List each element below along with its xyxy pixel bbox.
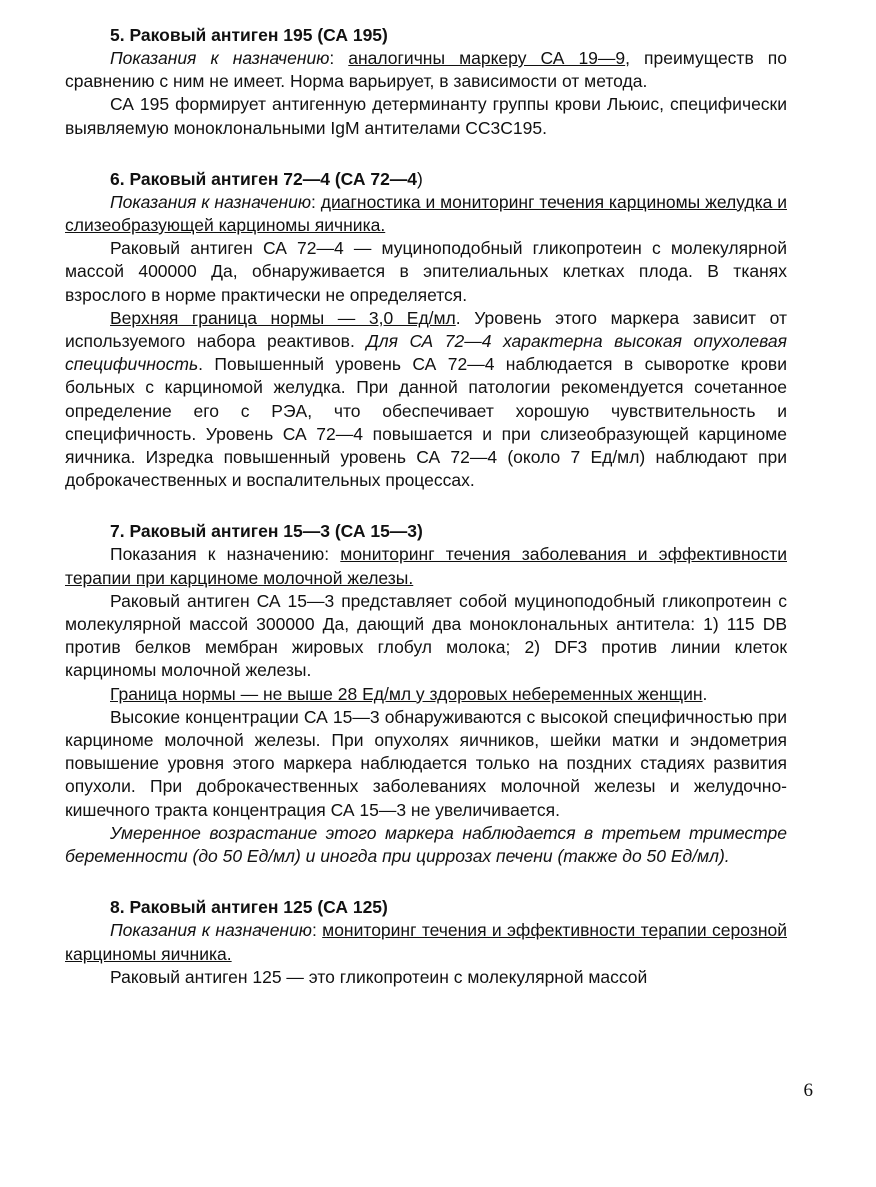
indications-value: аналогичны маркеру СА 19—9: [348, 48, 626, 68]
section-heading: 5. Раковый антиген 195 (СА 195): [110, 25, 388, 45]
page-number: 6: [803, 1080, 813, 1101]
section-heading: 7. Раковый антиген 15—3 (СА 15—3): [110, 521, 423, 542]
body-paragraph: Высокие концентрации СА 15—3 обнаруживаются с высокой специфичностью при карциноме молочной железы. При опухолях яичников, шейки матки и эндометрия повышение уровня этого маркера наблюдается только на поздних стадиях развития опухоли. При доброкачественных заболеваниях молочной железы и желудочно-кишечного тракта концентрация СА 15—3 не увеличивается.: [65, 706, 787, 820]
indications-value: мониторинг течения и эффективности терапии серозной карциномы яичника.: [65, 920, 787, 964]
indications-label: Показания к назначению: [110, 48, 330, 68]
indications-label: Показания к назначению: [110, 920, 312, 941]
section-ca15-3: [65, 520, 787, 868]
indications-value: мониторинг течения заболевания и эффективности терапии при карциноме молочной железы.: [65, 544, 787, 588]
indications-value: диагностика и мониторинг течения карциномы желудка и слизеобразующей карциномы яичника.: [65, 191, 787, 236]
specificity-note: Для СА 72—4 характерна высокая опухолевая специфичность: [65, 331, 787, 375]
section-ca195: [65, 24, 787, 140]
section-ca125: [65, 896, 787, 989]
norm-paragraph: Верхняя граница нормы — 3,0 Ед/мл. Уровень этого маркера зависит от используемого набора реактивов. Для СА 72—4 характерна высокая опухолевая специфичность. Повышенный уровень СА 72—4 наблюдается в сыворотке крови больных с карциномой желудка. При данной патологии рекомендуется сочетанное определение его с РЭА, что обеспечивает хорошую чувствительность и специфичность. Уровень СА 72—4 повышается и при слизеобразующей карциноме яичника. Изредка повышенный уровень СА 72—4 (около 7 Ед/мл) наблюдают при доброкачественных и воспалительных процессах.: [65, 307, 787, 491]
norm-paragraph: Граница нормы — не выше 28 Ед/мл у здоровых небеременных женщин.: [110, 683, 708, 704]
section-heading: 8. Раковый антиген 125 (СА 125): [110, 897, 388, 918]
body-paragraph: Раковый антиген СА 15—3 представляет собой муциноподобный гликопротеин с молекулярной массой 300000 Да, дающий два моноклональных антитела: 1) 115 DB против белков мембран жировых глобул молока; 2) DF3 против линии клеток карциномы молочной железы.: [65, 590, 787, 681]
indications-paragraph: Показания к назначению: мониторинг течения и эффективности терапии серозной карциномы яичника.: [65, 920, 787, 964]
indications-paragraph: Показания к назначению: диагностика и мониторинг течения карциномы желудка и слизеобразующей карциномы яичника.: [65, 191, 787, 236]
pregnancy-note: Умеренное возрастание этого маркера наблюдается в третьем триместре беременности (до 50 Ед/мл) и иногда при циррозах печени (также до 50 Ед/мл).: [65, 822, 787, 867]
indications-paragraph: Показания к назначению: аналогичны маркеру СА 19—9, преимуществ по сравнению с ним не имеет. Норма варьирует, в зависимости от метода.: [65, 48, 787, 92]
body-paragraph: Раковый антиген 125 — это гликопротеин с молекулярной массой: [110, 966, 648, 987]
norm-limit: Граница нормы — не выше 28 Ед/мл у здоровых небеременных женщин: [110, 683, 703, 704]
indications-label: Показания к назначению: [110, 191, 312, 212]
page-body: [65, 24, 787, 1017]
norm-limit: Верхняя граница нормы — 3,0 Ед/мл: [110, 307, 456, 328]
body-paragraph: СА 195 формирует антигенную детерминанту группы крови Льюис, специфически выявляемую моноклональными IgM антителами CC3C195.: [65, 94, 787, 138]
section-heading: 6. Раковый антиген 72—4 (СА 72—4): [110, 168, 423, 189]
body-paragraph: Раковый антиген СА 72—4 — муциноподобный гликопротеин с молекулярной массой 400000 Да, обнаруживается в эпителиальных клетках плода. В тканях взрослого в норме практически не определяется.: [65, 238, 787, 305]
indications-label: Показания к назначению: [110, 544, 325, 565]
section-ca72-4: [65, 168, 787, 493]
indications-paragraph: Показания к назначению: мониторинг течения заболевания и эффективности терапии при карциноме молочной железы.: [65, 544, 787, 588]
